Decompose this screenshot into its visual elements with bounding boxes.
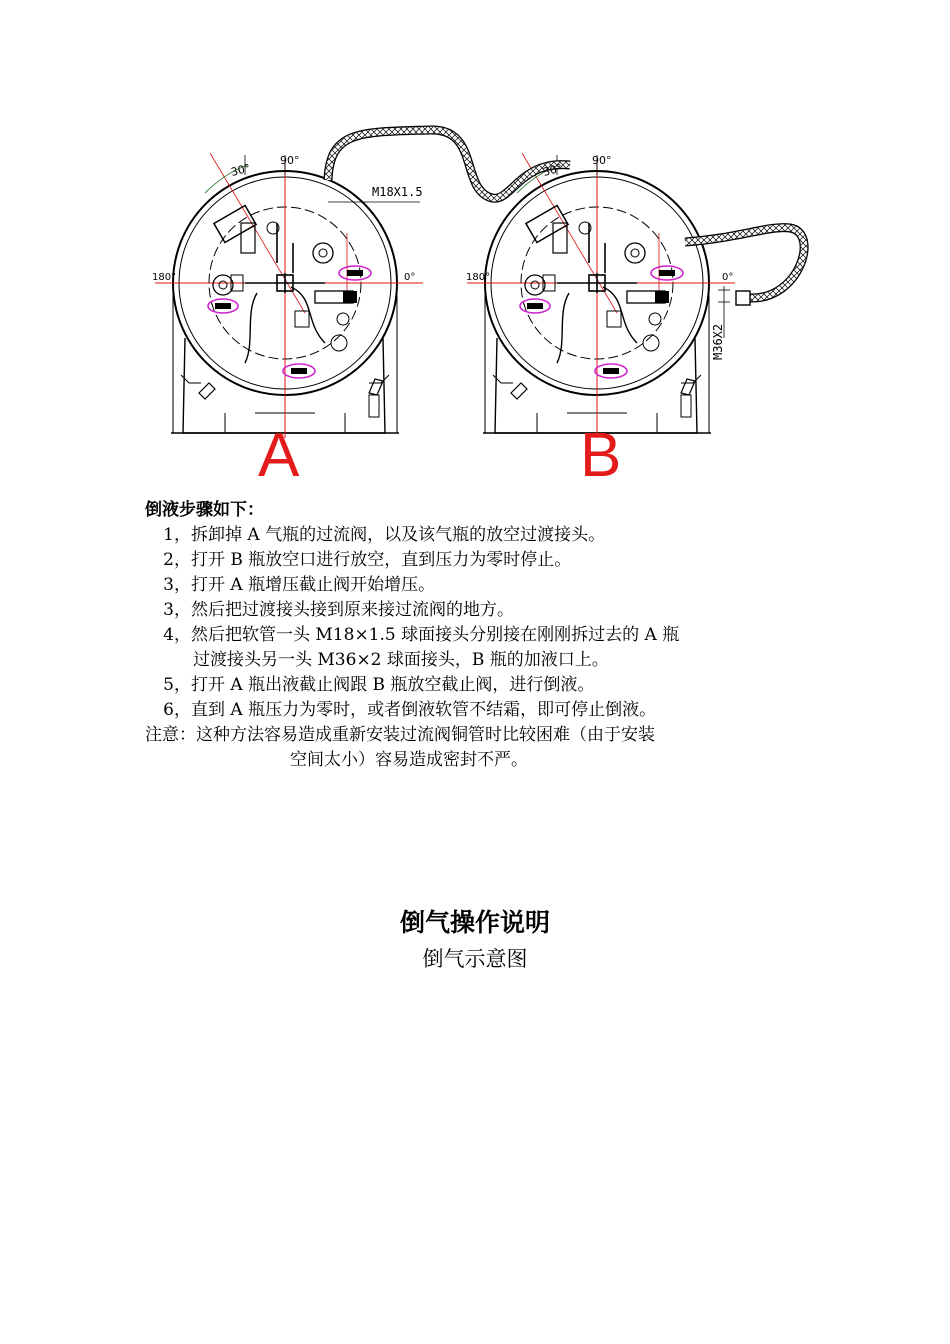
transfer-hose (328, 130, 570, 198)
step-item: 3，然后把过渡接头接到原来接过流阀的地方。 (163, 600, 514, 620)
step-item: 4，然后把软管一头 M18×1.5 球面接头分别接在刚刚拆过去的 A 瓶 (163, 625, 680, 645)
step-item: 6，直到 A 瓶压力为零时，或者倒液软管不结霜，即可停止倒液。 (163, 700, 657, 720)
note-text: 注意：这种方法容易造成重新安装过流阀铜管时比较困难（由于安装 (145, 725, 655, 745)
steps-title: 倒液步骤如下： (145, 500, 264, 520)
transfer-steps (145, 498, 845, 773)
angle-0-b: 0° (722, 272, 734, 283)
angle-90-b: 90° (592, 154, 612, 167)
label-a: A (258, 421, 300, 480)
section-title: 倒气操作说明 (399, 908, 550, 937)
label-b: B (580, 421, 622, 480)
dim-m36-label: M36X2 (711, 323, 725, 360)
angle-30-b: 30° (541, 161, 564, 179)
step-item-continued: 过渡接头另一头 M36×2 球面接头，B 瓶的加液口上。 (193, 650, 609, 670)
angle-90-a: 90° (280, 154, 300, 167)
dim-m18-label: M18X1.5 (372, 185, 423, 199)
cylinder-transfer-diagram (140, 120, 840, 480)
angle-0-a: 0° (404, 272, 416, 283)
angle-180-b: 180° (466, 272, 491, 283)
angle-180-a: 180° (152, 272, 177, 283)
section-subtitle: 倒气示意图 (422, 947, 528, 971)
step-item: 3，打开 A 瓶增压截止阀开始增压。 (163, 575, 436, 595)
note-text-continued: 空间太小）容易造成密封不严。 (290, 750, 528, 770)
angle-30-a: 30° (229, 161, 252, 179)
step-item: 5，打开 A 瓶出液截止阀跟 B 瓶放空截止阀，进行倒液。 (163, 675, 595, 695)
step-item: 1，拆卸掉 A 气瓶的过流阀，以及该气瓶的放空过渡接头。 (163, 525, 606, 545)
step-item: 2，打开 B 瓶放空口进行放空，直到压力为零时停止。 (163, 550, 572, 570)
